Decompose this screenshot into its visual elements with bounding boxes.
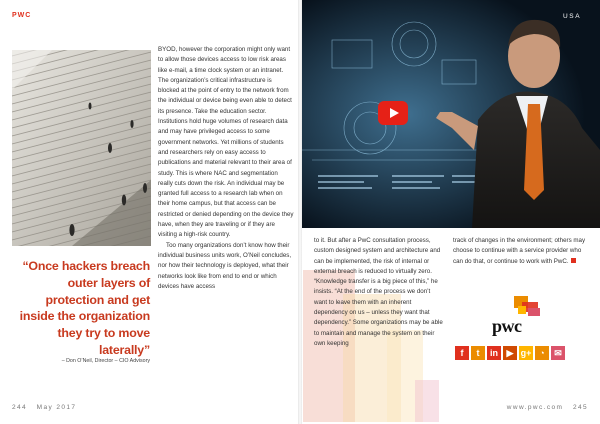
website[interactable]: www.pwc.com	[506, 404, 564, 411]
brand-header: PWC	[12, 12, 32, 19]
social-icons	[455, 346, 565, 360]
pwc-logo-text: pwc	[492, 316, 522, 336]
page-number: 244	[12, 404, 28, 411]
end-mark-icon	[571, 258, 576, 263]
stairs-photo	[12, 50, 151, 246]
google-plus-icon[interactable]: g+	[520, 348, 532, 358]
hero-photo	[302, 0, 600, 228]
youtube-icon[interactable]: ▶	[503, 346, 517, 360]
closing-paragraph: track of changes in the environment; others may choose to continue with a service provider who can do that, or continue to work with PwC.	[453, 237, 586, 265]
facebook-icon[interactable]: f	[455, 346, 469, 360]
twitter-icon[interactable]: t	[471, 346, 485, 360]
article-column-left	[158, 45, 294, 292]
rss-icon[interactable]: ◔	[535, 346, 549, 360]
folio-right	[488, 404, 588, 411]
page-number: 245	[572, 404, 588, 411]
country-label: USA	[563, 13, 582, 20]
video-play-button[interactable]	[378, 101, 408, 125]
pull-quote: “Once hackers breach outer layers of protection and get inside the organization they try to move laterally”	[19, 259, 150, 357]
issue-date: May 2017	[36, 404, 77, 411]
folio-left	[12, 404, 76, 411]
article-column-right	[453, 236, 591, 267]
quote-attribution: – Don O’Neil, Director – CIO Advisory	[61, 358, 150, 364]
linkedin-icon[interactable]: in	[487, 346, 501, 360]
article-column-middle: to it. But after a PwC consultation process, custom designed system and architecture and can be implemented, the risk of internal or external breach is reduced to virtually zero. “Knowledge transfer is a big piece of this,” he insists. “At the end of the process we don’t want to leave them with an inherent dependency on us – unless they want that dependency.” Some organizations may be able to maintain and manage the system on their own keeping	[314, 237, 443, 347]
paragraph: Too many organizations don’t know how their individual business units work, O’Neil concludes, nor how their technology is deployed, what their networks look like from end to end or which devices have access	[158, 241, 292, 290]
email-icon[interactable]: ✉	[551, 346, 565, 360]
pwc-logo	[492, 296, 552, 338]
paragraph: BYOD, however the corporation might only want to allow those devices access to low risk areas like e-mail, a time clock system or an intranet. The organization’s critical infrastructure is blocked at the point of entry to the network from the individual or device being even able to detect its presence. Take the education sector. Institutions hold huge volumes of research data and may have privileged access to some government networks. Yet millions of students and researchers rely on easy access to publications and material relevant to their area of study. This is where NAC and segmentation really cuts down the risk. An individual may be granted full access to a research lab when on their home campus, but that access can be restricted or denied depending on the device they have, when they are traveling or if they are visiting a high-risk country.	[158, 46, 294, 239]
